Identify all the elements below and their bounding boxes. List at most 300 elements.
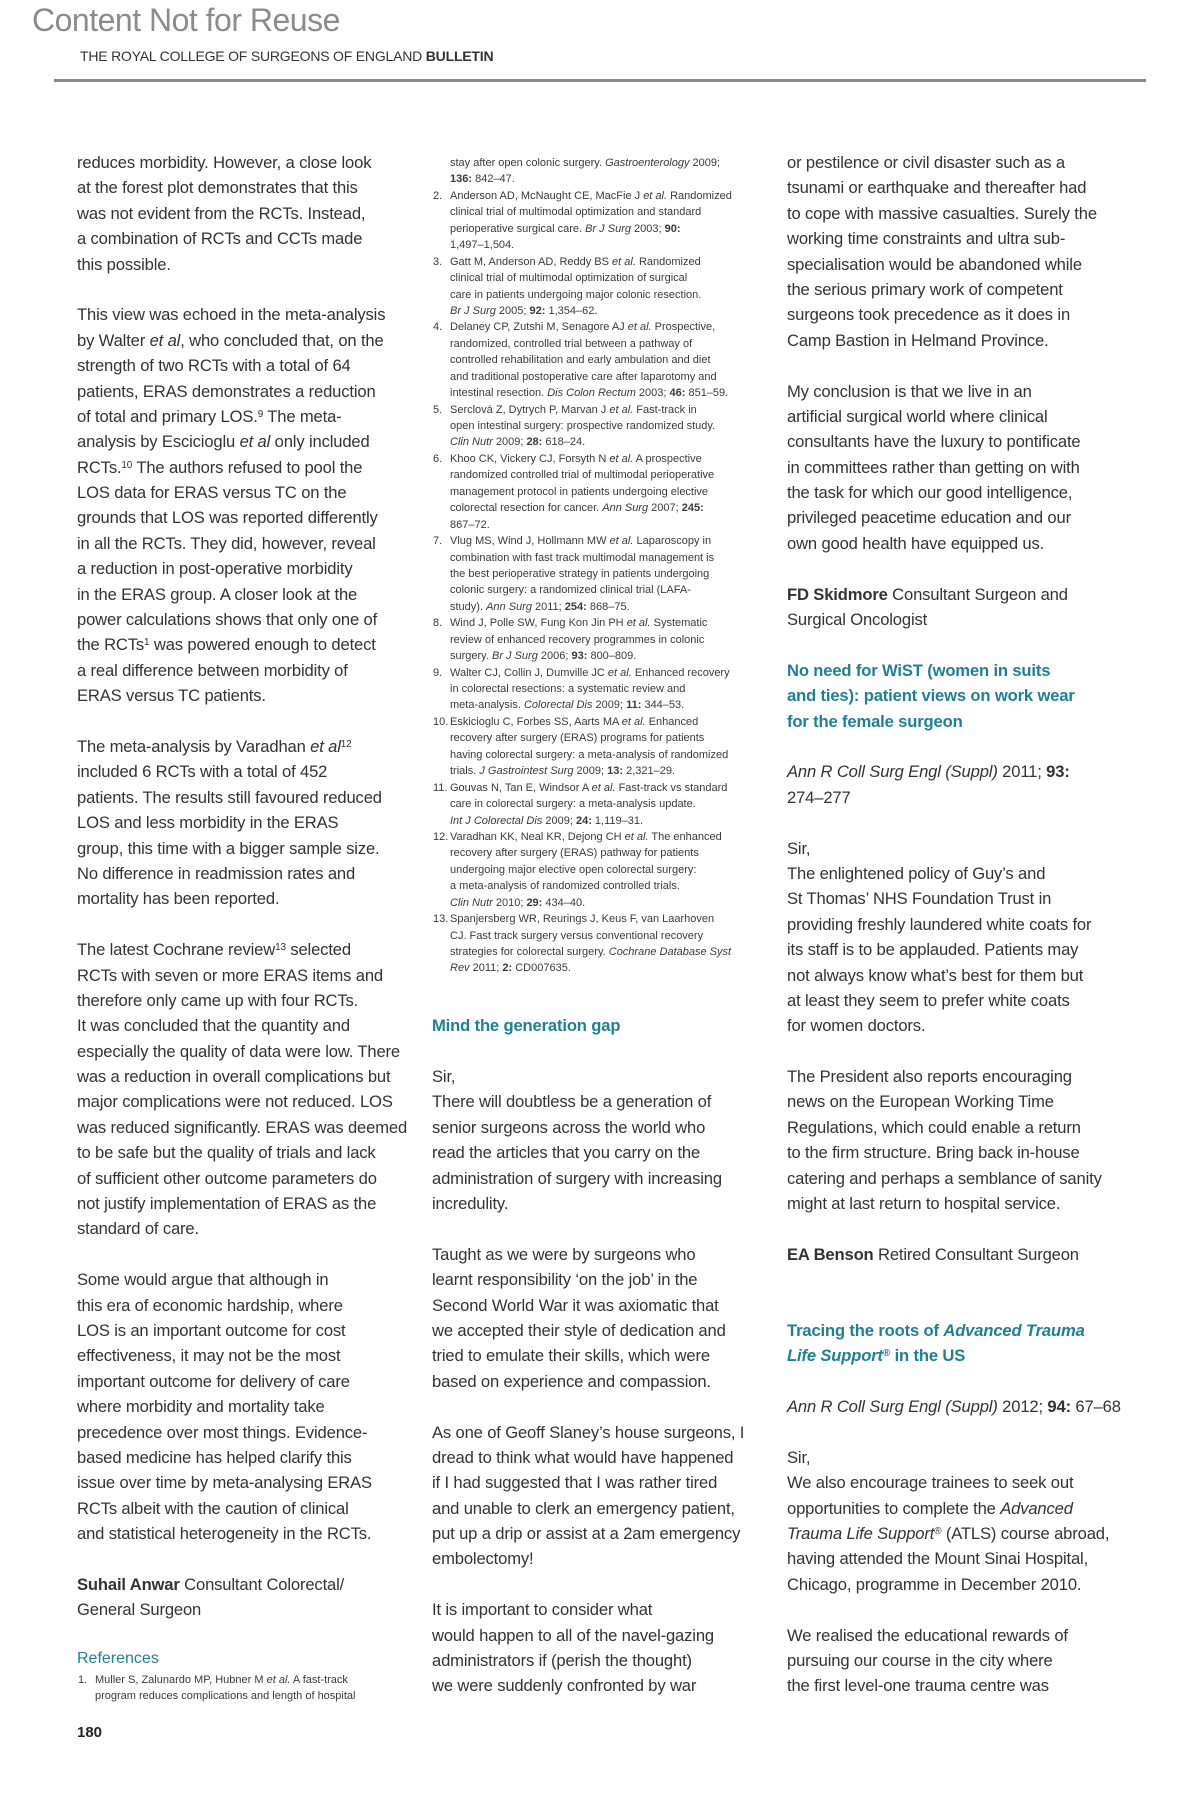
text-run: review of enhanced recovery programmes in colonic — [450, 633, 705, 646]
text-run: where morbidity and mortality take — [77, 1397, 325, 1417]
text-run: Tracing the roots of — [787, 1320, 944, 1340]
text-run: power calculations shows that only one of — [77, 610, 378, 630]
bold-text: FD Skidmore — [787, 584, 888, 604]
text-line — [432, 1521, 772, 1546]
italic-text: Advanced Trauma — [943, 1320, 1085, 1340]
reference-line — [78, 1688, 355, 1704]
text-run: ERAS versus TC patients. — [77, 686, 266, 706]
text-run: Sir, — [432, 1067, 456, 1087]
text-line — [77, 1597, 407, 1622]
text-run: intestinal resection. — [450, 387, 548, 400]
text-line — [77, 1267, 407, 1292]
text-line — [432, 1293, 772, 1318]
column-right — [787, 150, 1127, 1699]
text-run: 1,119–31. — [591, 814, 644, 827]
reference-number: 12. — [433, 830, 449, 843]
text-run: clinical trial of multimodal optimization of surgical — [450, 272, 688, 285]
text-run: CD007635. — [512, 962, 571, 975]
text-line — [77, 1293, 407, 1318]
text-run: care in patients undergoing major colonic resection. — [450, 288, 702, 301]
bold-text: 136: — [450, 173, 473, 186]
italic-text: Br J Surg — [585, 222, 631, 235]
text-run: 2007; — [648, 502, 682, 515]
text-line — [787, 963, 1127, 988]
text-run: Enhanced — [645, 715, 699, 728]
text-run: of sufficient other outcome parameters do — [77, 1168, 377, 1188]
text-line — [787, 632, 1127, 657]
text-run: 2010; — [492, 896, 527, 909]
text-line — [787, 556, 1127, 581]
text-line — [77, 658, 407, 683]
italic-text: Advanced — [1000, 1498, 1073, 1518]
italic-text: et al. — [621, 715, 646, 728]
text-run: Regulations, which could enable a return — [787, 1117, 1081, 1137]
superscript: ® — [882, 1348, 891, 1360]
text-run: 2011; — [531, 600, 565, 613]
text-run: Muller S, Zalunardo MP, Hubner M — [95, 1674, 267, 1686]
text-line — [77, 1318, 407, 1343]
text-run: 868–75. — [586, 600, 630, 613]
reference-number: 9. — [433, 666, 443, 679]
text-run: in the ERAS group. A closer look at the — [77, 584, 358, 604]
reference-number: 8. — [433, 617, 443, 630]
section-heading — [432, 1013, 772, 1038]
italic-text: Life Support — [787, 1346, 883, 1366]
text-run: 274–277 — [787, 787, 851, 807]
text-line — [787, 1546, 1127, 1571]
text-run: the best perioperative strategy in patients undergoing — [450, 567, 710, 580]
text-run: and unable to clerk an emergency patient, — [432, 1498, 735, 1518]
text-run: Wind J, Polle SW, Fung Kon Jin PH — [450, 617, 627, 630]
text-run: senior surgeons across the world who — [432, 1117, 706, 1137]
text-run: tsunami or earthquake and thereafter had — [787, 178, 1087, 198]
italic-text: Trauma Life Support — [787, 1524, 935, 1544]
text-line — [77, 683, 407, 708]
text-run: a reduction in post-operative morbidity — [77, 559, 353, 579]
text-run: 344–53. — [641, 699, 685, 712]
text-run: news on the European Working Time — [787, 1092, 1054, 1112]
text-line — [77, 886, 407, 911]
italic-text: Int J Colorectal Dis — [450, 814, 543, 827]
text-run: recovery after surgery (ERAS) pathway for patients — [450, 847, 699, 860]
superscript: 10 — [121, 459, 133, 471]
text-run: 2003; — [630, 222, 665, 235]
text-line — [787, 404, 1127, 429]
text-run: A prospective — [633, 452, 702, 465]
text-run: The meta- — [263, 406, 342, 426]
text-line — [77, 505, 407, 530]
text-run: administration of surgery with increasing — [432, 1168, 722, 1188]
text-line — [432, 1216, 772, 1241]
text-run: to be safe but the quality of trials and lack — [77, 1143, 376, 1163]
text-line — [77, 1166, 407, 1191]
text-line — [77, 1521, 407, 1546]
text-line — [787, 1267, 1127, 1292]
text-run: tried to emulate their skills, which were — [432, 1346, 710, 1366]
text-line — [787, 1521, 1127, 1546]
text-run: Eskicioglu C, Forbes SS, Aarts MA — [450, 715, 622, 728]
text-run: we accepted their style of dedication and — [432, 1320, 726, 1340]
italic-text: Ann Surg — [602, 502, 649, 515]
text-run: study). — [450, 600, 487, 613]
text-run: (ATLS) course abroad, — [941, 1524, 1110, 1544]
text-line — [787, 1445, 1127, 1470]
text-line — [787, 1623, 1127, 1648]
text-run: 2012; — [997, 1397, 1048, 1417]
text-run: Retired Consultant Surgeon — [873, 1244, 1079, 1264]
journal-title: THE ROYAL COLLEGE OF SURGEONS OF ENGLAND — [80, 48, 426, 64]
text-line — [77, 1394, 407, 1419]
text-run: catering and perhaps a semblance of sanity — [787, 1168, 1102, 1188]
text-run: issue over time by meta-analysing ERAS — [77, 1473, 372, 1493]
text-line — [432, 1166, 772, 1191]
bold-text: EA Benson — [787, 1244, 874, 1264]
text-line — [787, 1039, 1127, 1064]
text-run: care in colorectal surgery: a meta-analysis update. — [450, 798, 696, 811]
text-line — [787, 1293, 1127, 1318]
italic-text: Clin Nutr — [450, 896, 493, 909]
text-line — [77, 328, 407, 353]
reference-line — [78, 1672, 355, 1688]
section-heading — [787, 658, 1127, 683]
text-line — [432, 1470, 772, 1495]
text-run: perioperative surgical care. — [450, 222, 586, 235]
text-line — [77, 252, 407, 277]
text-run: 2009; — [573, 765, 608, 778]
text-run: randomized controlled trial of multimodal perioperative — [450, 469, 715, 482]
text-line — [77, 785, 407, 810]
reference-number: 3. — [433, 255, 443, 268]
text-run: would happen to all of the navel-gazing — [432, 1625, 714, 1645]
text-line — [787, 1420, 1127, 1445]
text-run: RCTs with seven or more ERAS items and — [77, 965, 383, 985]
text-line — [77, 607, 407, 632]
italic-text: et al. — [266, 1674, 291, 1686]
reference-number: 11. — [433, 781, 448, 794]
text-run: Varadhan KK, Neal KR, Dejong CH — [450, 830, 625, 843]
superscript: 13 — [275, 942, 286, 954]
text-line — [77, 353, 407, 378]
text-run: patients, ERAS demonstrates a reduction — [77, 381, 376, 401]
text-line — [787, 480, 1127, 505]
text-run: Systematic — [650, 617, 708, 630]
italic-text: Cochrane Database Syst — [608, 946, 732, 958]
text-line — [432, 1089, 772, 1114]
text-run: No need for WiST (women in suits — [787, 660, 1051, 680]
italic-text: Rev — [450, 962, 470, 975]
text-line — [432, 1648, 772, 1673]
text-run: 2009; — [492, 436, 527, 449]
text-line — [787, 912, 1127, 937]
bold-text: 93: — [1046, 762, 1070, 782]
text-run: or pestilence or civil disaster such as a — [787, 153, 1065, 172]
text-line — [432, 1623, 772, 1648]
text-run: Some would argue that although in — [77, 1270, 329, 1290]
text-line — [787, 1242, 1127, 1267]
italic-text: et al. — [626, 617, 651, 630]
text-run: 2006; — [537, 650, 572, 663]
text-run: learnt responsibility ‘on the job’ in the — [432, 1270, 698, 1290]
text-line — [787, 1394, 1127, 1419]
text-run: Serclová Z, Dytrych P, Marvan J — [450, 403, 610, 416]
text-run: pursuing our course in the city where — [787, 1651, 1053, 1671]
text-run: in colorectal resections: a systematic review and — [450, 683, 686, 695]
text-line — [787, 886, 1127, 911]
text-line — [77, 861, 407, 886]
text-line — [432, 1572, 772, 1597]
text-run: We also encourage trainees to seek out — [787, 1473, 1074, 1493]
text-line — [77, 1496, 407, 1521]
text-run: not always know what’s best for them but — [787, 965, 1084, 985]
text-run: Mind the generation gap — [432, 1016, 621, 1036]
text-run: 434–40. — [542, 896, 586, 909]
text-run: Enhanced recovery — [631, 666, 730, 679]
text-run: was a reduction in overall complications but — [77, 1067, 391, 1087]
text-run: Gatt M, Anderson AD, Reddy BS — [450, 255, 613, 268]
italic-text: Ann Surg — [486, 600, 532, 613]
text-line — [787, 785, 1127, 810]
italic-text: et al. — [609, 535, 634, 548]
text-run: The President also reports encouraging — [787, 1067, 1072, 1087]
text-run: in the US — [890, 1346, 966, 1366]
text-line — [77, 226, 407, 251]
text-run: based medicine has helped clarify this — [77, 1447, 352, 1467]
text-run: patients. The results still favoured reduced — [77, 787, 382, 807]
text-line — [77, 531, 407, 556]
text-line — [432, 1394, 772, 1419]
text-run: randomized, controlled trial between a pathway of — [450, 337, 693, 350]
text-line — [432, 1420, 772, 1445]
text-run: Camp Bastion in Helmand Province. — [787, 330, 1049, 350]
text-run: open intestinal surgery: prospective randomized study. — [450, 420, 716, 432]
text-run: embolectomy! — [432, 1549, 534, 1569]
text-line — [787, 150, 1127, 175]
reference-number: 6. — [433, 452, 443, 465]
text-run: Delaney CP, Zutshi M, Senagore AJ — [450, 321, 628, 334]
text-run: trials. — [450, 765, 480, 778]
text-run: and ties): patient views on work wear — [787, 686, 1075, 706]
text-run: in committees rather than getting on with — [787, 457, 1080, 477]
text-run: the first level-one trauma centre was — [787, 1676, 1049, 1696]
text-run: Sir, — [787, 838, 811, 858]
text-run: 1,354–62. — [545, 304, 598, 317]
text-line — [787, 861, 1127, 886]
text-run: grounds that LOS was reported differently — [77, 508, 378, 528]
text-run: Anderson AD, McNaught CE, MacFie J — [450, 189, 644, 202]
section-heading — [787, 1343, 1127, 1368]
text-run: Randomized — [635, 255, 701, 268]
bold-text: 94: — [1047, 1397, 1071, 1417]
superscript: 12 — [340, 738, 352, 750]
text-run: this era of economic hardship, where — [77, 1295, 343, 1315]
text-run: management protocol in patients undergoing elective — [450, 485, 709, 498]
text-line — [787, 379, 1127, 404]
italic-text: Gastroenterology — [605, 157, 690, 169]
text-line — [787, 582, 1127, 607]
text-run: , who concluded that, on the — [180, 330, 384, 350]
text-line — [787, 1064, 1127, 1089]
text-line — [77, 632, 407, 657]
italic-text: Colorectal Dis — [523, 699, 593, 712]
text-run: having attended the Mount Sinai Hospital, — [787, 1549, 1089, 1569]
text-line — [432, 1546, 772, 1571]
text-line — [77, 1572, 407, 1597]
italic-text: et al — [239, 432, 271, 452]
bold-text: Suhail Anwar — [77, 1574, 180, 1594]
text-run: a combination of RCTs and CCTs made — [77, 229, 363, 249]
column-left — [77, 150, 407, 1623]
text-line — [77, 1013, 407, 1038]
text-run: It is important to consider what — [432, 1600, 653, 1620]
text-line — [787, 1089, 1127, 1114]
text-run: for women doctors. — [787, 1016, 926, 1036]
text-run: at the forest plot demonstrates that this — [77, 178, 358, 198]
text-run: Chicago, programme in December 2010. — [787, 1574, 1082, 1594]
text-run: based on experience and compassion. — [432, 1371, 711, 1391]
text-run: incredulity. — [432, 1194, 509, 1214]
bold-text: 11: — [626, 699, 642, 712]
text-line — [77, 963, 407, 988]
text-run: The enlightened policy of Guy’s and — [787, 863, 1046, 883]
text-run: My conclusion is that we live in an — [787, 381, 1032, 401]
text-line — [77, 1445, 407, 1470]
text-line — [787, 1496, 1127, 1521]
text-line — [77, 582, 407, 607]
text-line — [787, 226, 1127, 251]
text-run: This view was echoed in the meta-analysis — [77, 305, 386, 325]
text-line — [787, 429, 1127, 454]
text-run: included 6 RCTs with a total of 452 — [77, 762, 328, 782]
text-run: a meta-analysis of randomized controlled trials. — [450, 880, 680, 893]
text-run: was powered enough to detect — [149, 635, 376, 655]
text-line — [432, 1369, 772, 1394]
text-run: Gouvas N, Tan E, Windsor A — [450, 781, 592, 794]
reference-number: 2. — [433, 189, 443, 202]
text-run: if I had suggested that I was rather tired — [432, 1473, 718, 1493]
text-line — [77, 175, 407, 200]
text-run: Prospective, — [651, 321, 716, 334]
text-run: LOS is an important outcome for cost — [77, 1320, 346, 1340]
text-run: Laparoscopy in — [633, 535, 712, 548]
text-line — [77, 1242, 407, 1267]
text-run: was reduced significantly. ERAS was deemed — [77, 1117, 408, 1137]
text-line — [77, 404, 407, 429]
text-line — [432, 1267, 772, 1292]
text-line — [77, 912, 407, 937]
text-run: Fast-track in — [633, 403, 697, 416]
text-run: 867–72. — [450, 518, 490, 531]
text-run: reduces morbidity. However, a close look — [77, 153, 372, 172]
text-run: especially the quality of data were low. There — [77, 1041, 401, 1061]
text-line — [787, 1166, 1127, 1191]
text-line — [432, 1673, 772, 1698]
text-run: Walter CJ, Collin J, Dumville JC — [450, 666, 608, 679]
text-line — [787, 455, 1127, 480]
text-run: We realised the educational rewards of — [787, 1625, 1068, 1645]
italic-text: et al. — [627, 321, 652, 334]
text-run: standard of care. — [77, 1219, 199, 1239]
text-run: 618–24. — [542, 436, 586, 449]
text-line — [432, 1318, 772, 1343]
text-line — [77, 556, 407, 581]
bold-text: 92: — [529, 304, 546, 317]
text-run: Sir, — [787, 1447, 811, 1467]
text-run: Spanjersberg WR, Reurings J, Keus F, van Laarhoven — [450, 913, 715, 926]
text-run: selected — [285, 940, 351, 960]
text-run: group, this time with a bigger sample size. — [77, 838, 380, 858]
text-run: we were suddenly confronted by war — [432, 1676, 697, 1696]
text-run: Khoo CK, Vickery CJ, Forsyth N — [450, 452, 610, 465]
bold-text: 245: — [681, 502, 704, 515]
reference-number: 7. — [433, 535, 443, 548]
text-line — [787, 1013, 1127, 1038]
text-line — [77, 1140, 407, 1165]
italic-text: Ann R Coll Surg Engl (Suppl) — [787, 1397, 998, 1417]
text-run: not justify implementation of ERAS as the — [77, 1194, 377, 1214]
text-run: providing freshly laundered white coats for — [787, 914, 1092, 934]
text-line — [432, 1496, 772, 1521]
text-line — [787, 505, 1127, 530]
text-run: dread to think what would have happened — [432, 1447, 734, 1467]
text-line — [77, 810, 407, 835]
text-line — [77, 1216, 407, 1241]
text-run: therefore only came up with four RCTs. — [77, 990, 359, 1010]
text-line — [787, 759, 1127, 784]
text-run: 1,497–1,504. — [450, 239, 515, 252]
text-line — [77, 1064, 407, 1089]
text-run: effectiveness, it may not be the most — [77, 1346, 341, 1366]
text-run: 2009; — [592, 699, 627, 712]
text-run: put up a drip or assist at a 2am emergency — [432, 1524, 741, 1544]
text-line — [787, 175, 1127, 200]
text-run: The authors refused to pool the — [132, 457, 363, 477]
text-run: was not evident from the RCTs. Instead, — [77, 203, 366, 223]
text-run: 2011; — [997, 762, 1047, 782]
italic-text: et al — [310, 736, 341, 756]
text-run: 2,321–29. — [623, 765, 676, 778]
text-run: Consultant Colorectal/ — [179, 1574, 345, 1594]
superscript: ® — [934, 1526, 942, 1538]
text-line — [432, 1191, 772, 1216]
text-run: 2009; — [689, 157, 721, 169]
text-run: might at last return to hospital service. — [787, 1194, 1061, 1214]
column-middle — [432, 150, 772, 1699]
text-line — [77, 1470, 407, 1495]
reference-number: 10. — [433, 715, 449, 728]
text-run: Fast-track vs standard — [615, 781, 728, 794]
italic-text: Br J Surg — [450, 304, 496, 317]
text-line — [77, 277, 407, 302]
text-run: A fast-track — [290, 1674, 348, 1686]
text-line — [77, 836, 407, 861]
text-line — [787, 607, 1127, 632]
text-line — [77, 1115, 407, 1140]
text-line — [77, 1089, 407, 1114]
text-line — [787, 1572, 1127, 1597]
bold-text: 29: — [526, 896, 543, 909]
italic-text: et al — [149, 330, 181, 350]
reference-number: 4. — [433, 321, 443, 334]
text-run: only included — [270, 432, 370, 452]
text-run: working time constraints and ultra sub- — [787, 229, 1066, 249]
text-line — [787, 328, 1127, 353]
text-run: for the female surgeon — [787, 711, 963, 731]
text-run: RCTs albeit with the caution of clinical — [77, 1498, 349, 1518]
bold-text: 13: — [607, 765, 624, 778]
italic-text: et al. — [591, 781, 616, 794]
text-line — [432, 1242, 772, 1267]
text-line — [787, 201, 1127, 226]
